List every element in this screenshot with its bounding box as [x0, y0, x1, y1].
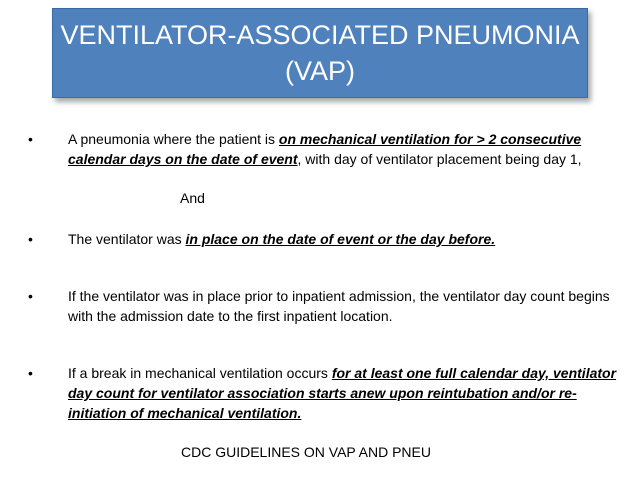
slide-title-line-2: (VAP): [284, 56, 355, 86]
bullet-text: [68, 229, 618, 249]
connector-text: And: [180, 190, 205, 206]
bullet-text-plain: The ventilator was: [68, 231, 186, 247]
bullet-text: If the ventilator was in place prior to inpatient admission, the ventilator day count begins with the admission date to the first inpatient location.: [68, 288, 610, 324]
bullet-item: [28, 363, 618, 423]
bullet-text-plain-end: , with day of ventilator placement being day 1,: [297, 151, 582, 167]
bullet-item: [28, 286, 618, 326]
bullet-text-plain: If a break in mechanical ventilation occurs: [68, 365, 332, 381]
bullet-dot: •: [28, 288, 33, 304]
bullet-dot: •: [28, 131, 33, 147]
bullet-text-emphasis: in place on the date of event or the day before.: [185, 231, 496, 247]
bullet-text: [68, 129, 618, 169]
bullet-dot: •: [28, 365, 33, 381]
footer-caption: CDC GUIDELINES ON VAP AND PNEU: [181, 444, 431, 460]
bullet-dot: •: [28, 231, 33, 247]
bullet-item: [28, 229, 618, 249]
bullet-text-emphasis: on mechanical ventilation for > 2 consecutive calendar days on the date of event: [68, 131, 582, 167]
bullet-text: [68, 363, 618, 423]
bullet-item: [28, 129, 618, 169]
slide-title-line-1: VENTILATOR-ASSOCIATED PNEUMONIA: [60, 20, 580, 50]
bullet-text-emphasis: for at least one full calendar day, ventilator day count for ventilator association starts anew upon reintubation and/or re-initiation of mechanical ventilation.: [68, 365, 617, 421]
bullet-text-plain: A pneumonia where the patient is: [68, 131, 279, 147]
slide-title-box: [52, 8, 588, 98]
